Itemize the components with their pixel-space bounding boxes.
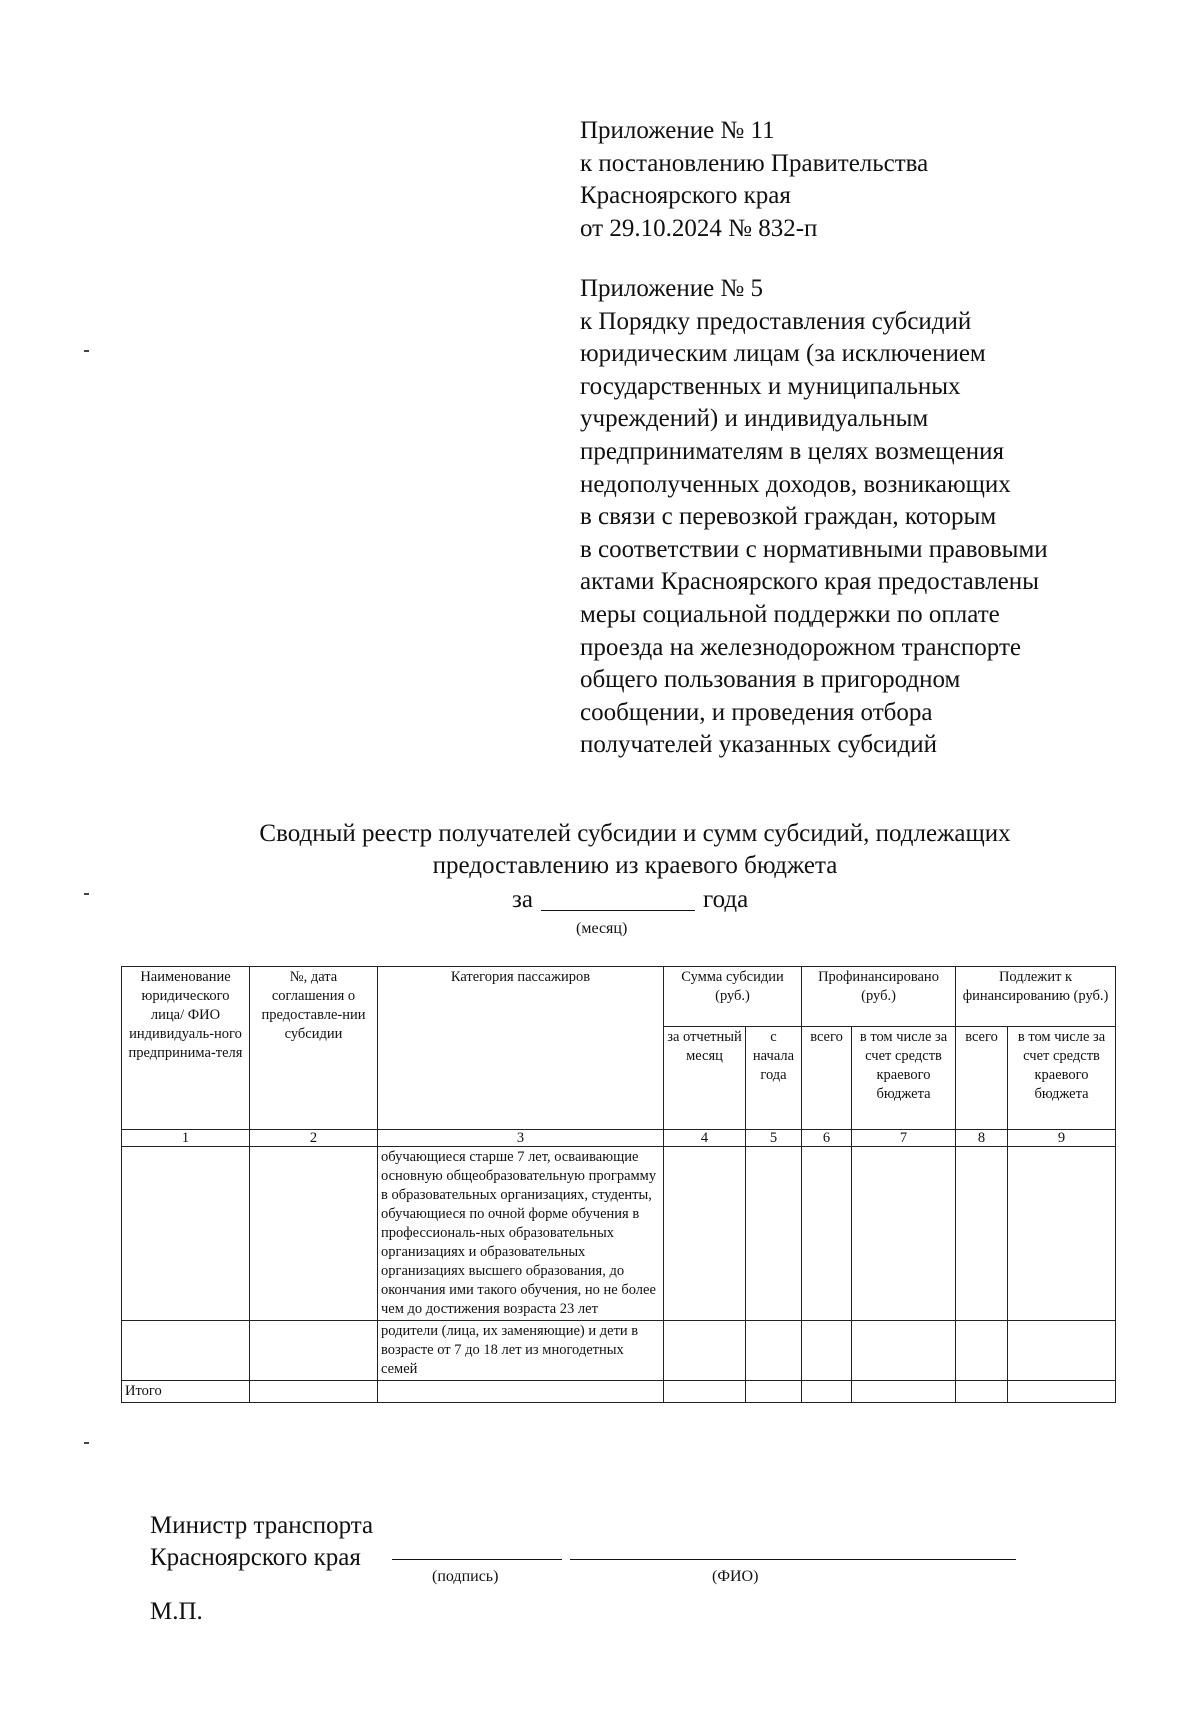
appendix-11-line: от 29.10.2024 № 832-п [580,214,818,242]
appendix-5-line: недополученных доходов, возникающих [580,470,1011,498]
appendix-5-line: в соответствии с нормативными правовыми [580,535,1048,563]
column-number: 1 [122,1130,250,1147]
header-recipient: Наименование юридического лица/ ФИО индивидуаль-ного предпринима-теля [122,967,250,1130]
appendix-5-line: учреждений) и индивидуальным [580,405,929,433]
fio-line[interactable] [570,1559,1016,1560]
month-blank-line[interactable] [541,910,695,911]
cell-total[interactable] [664,1381,746,1403]
scan-speck [84,893,89,895]
stamp-place: М.П. [150,1598,203,1625]
appendix-5-line: юридическим лицам (за исключением [580,340,986,368]
header-financed: Профинансировано (руб.) [802,967,956,1027]
period-suffix: года [703,886,749,913]
signature-line[interactable] [392,1559,562,1560]
registry-table [121,966,1116,1403]
total-label: Итого [122,1381,250,1403]
appendix-5-line: проезда на железнодорожном транспорте [580,633,1021,661]
cell-financed-total[interactable] [802,1147,852,1321]
cell-total[interactable] [1008,1381,1116,1403]
appendix-5-line: актами Красноярского края предоставлены [580,568,1039,596]
header-to-finance-regional: в том числе за счет средств краевого бюджета [1008,1027,1116,1130]
cell-category: обучающиеся старше 7 лет, осваивающие основную общеобразовательную программу в образовательных организациях, студенты, обучающиеся по очной форме обучения в профессиональ-ных образовательных организациях и образовательных организациях высшего образования, до окончания ими такого обучения, но не более чем до достижения возраста 23 лет [378,1147,664,1321]
column-number: 7 [852,1130,956,1147]
table-row [122,1321,1116,1381]
cell-category: родители (лица, их заменяющие) и дети в возрасте от 7 до 18 лет из многодетных семей [378,1321,664,1381]
appendix-5-block [580,273,1140,762]
cell-total[interactable] [746,1381,802,1403]
header-agreement: №, дата соглашения о предоставле-нии субсидии [250,967,378,1130]
header-financed-regional: в том числе за счет средств краевого бюджета [852,1027,956,1130]
cell-since-year-start[interactable] [746,1321,802,1381]
appendix-11-line: Красноярского края [580,182,791,210]
header-financed-total: всего [802,1027,852,1130]
table-row [122,1147,1116,1321]
appendix-5-line: общего пользования в пригородном [580,666,961,694]
column-number: 5 [746,1130,802,1147]
signature-block [150,1510,373,1574]
column-number: 4 [664,1130,746,1147]
appendix-11-block [580,115,1140,245]
scan-speck [84,1442,89,1444]
cell-to-finance-regional[interactable] [1008,1147,1116,1321]
cell-agreement[interactable] [250,1321,378,1381]
cell-total[interactable] [802,1381,852,1403]
appendix-5-line: в связи с перевозкой граждан, которым [580,503,997,531]
appendix-5-line: сообщении, и проведения отбора [580,698,933,726]
cell-for-month[interactable] [664,1147,746,1321]
cell-agreement[interactable] [250,1147,378,1321]
registry-title-line: предоставлению из краевого бюджета [432,852,838,879]
column-number: 6 [802,1130,852,1147]
cell-financed-regional[interactable] [852,1321,956,1381]
cell-recipient[interactable] [122,1321,250,1381]
period-row [100,884,1170,937]
signer-title: Министр транспорта [150,1512,374,1539]
column-number: 3 [378,1130,664,1147]
month-hint: (месяц) [576,920,628,937]
column-number: 8 [956,1130,1008,1147]
cell-total[interactable] [250,1381,378,1403]
total-row [122,1381,1116,1403]
header-for-month: за отчетный месяц [664,1027,746,1130]
cell-to-finance-regional[interactable] [1008,1321,1116,1381]
fio-hint: (ФИО) [712,1568,759,1585]
appendix-5-line: государственных и муниципальных [580,372,961,400]
cell-total[interactable] [956,1381,1008,1403]
appendix-11-line: Приложение № 11 [580,117,775,144]
cell-financed-total[interactable] [802,1321,852,1381]
header-subsidy-sum: Сумма субсидии (руб.) [664,967,802,1027]
cell-total[interactable] [378,1381,664,1403]
appendix-5-line: получателей указанных субсидий [580,731,938,759]
column-number-row [122,1130,1116,1147]
registry-title-line: Сводный реестр получателей субсидии и сумм субсидий, подлежащих [259,820,1011,847]
cell-recipient[interactable] [122,1147,250,1321]
column-number: 2 [250,1130,378,1147]
appendix-5-line: меры социальной поддержки по оплате [580,600,1000,628]
header-to-finance: Подлежит к финансированию (руб.) [956,967,1116,1027]
column-number: 9 [1008,1130,1116,1147]
cell-to-finance-total[interactable] [956,1147,1008,1321]
cell-since-year-start[interactable] [746,1147,802,1321]
cell-financed-regional[interactable] [852,1147,956,1321]
appendix-5-line: Приложение № 5 [580,275,764,302]
header-category: Категория пассажиров [378,967,664,1130]
signature-hint: (подпись) [432,1568,499,1585]
appendix-11-line: к постановлению Правительства [580,149,929,177]
cell-total[interactable] [852,1381,956,1403]
appendix-5-line: предпринимателям в целях возмещения [580,437,1004,465]
cell-to-finance-total[interactable] [956,1321,1008,1381]
header-to-finance-total: всего [956,1027,1008,1130]
cell-for-month[interactable] [664,1321,746,1381]
appendix-5-line: к Порядку предоставления субсидий [580,307,972,335]
period-prefix: за [512,886,533,913]
header-since-year-start: с начала года [746,1027,802,1130]
signer-title: Красноярского края [150,1544,361,1571]
scan-speck [84,350,89,352]
registry-title-block [100,818,1170,937]
